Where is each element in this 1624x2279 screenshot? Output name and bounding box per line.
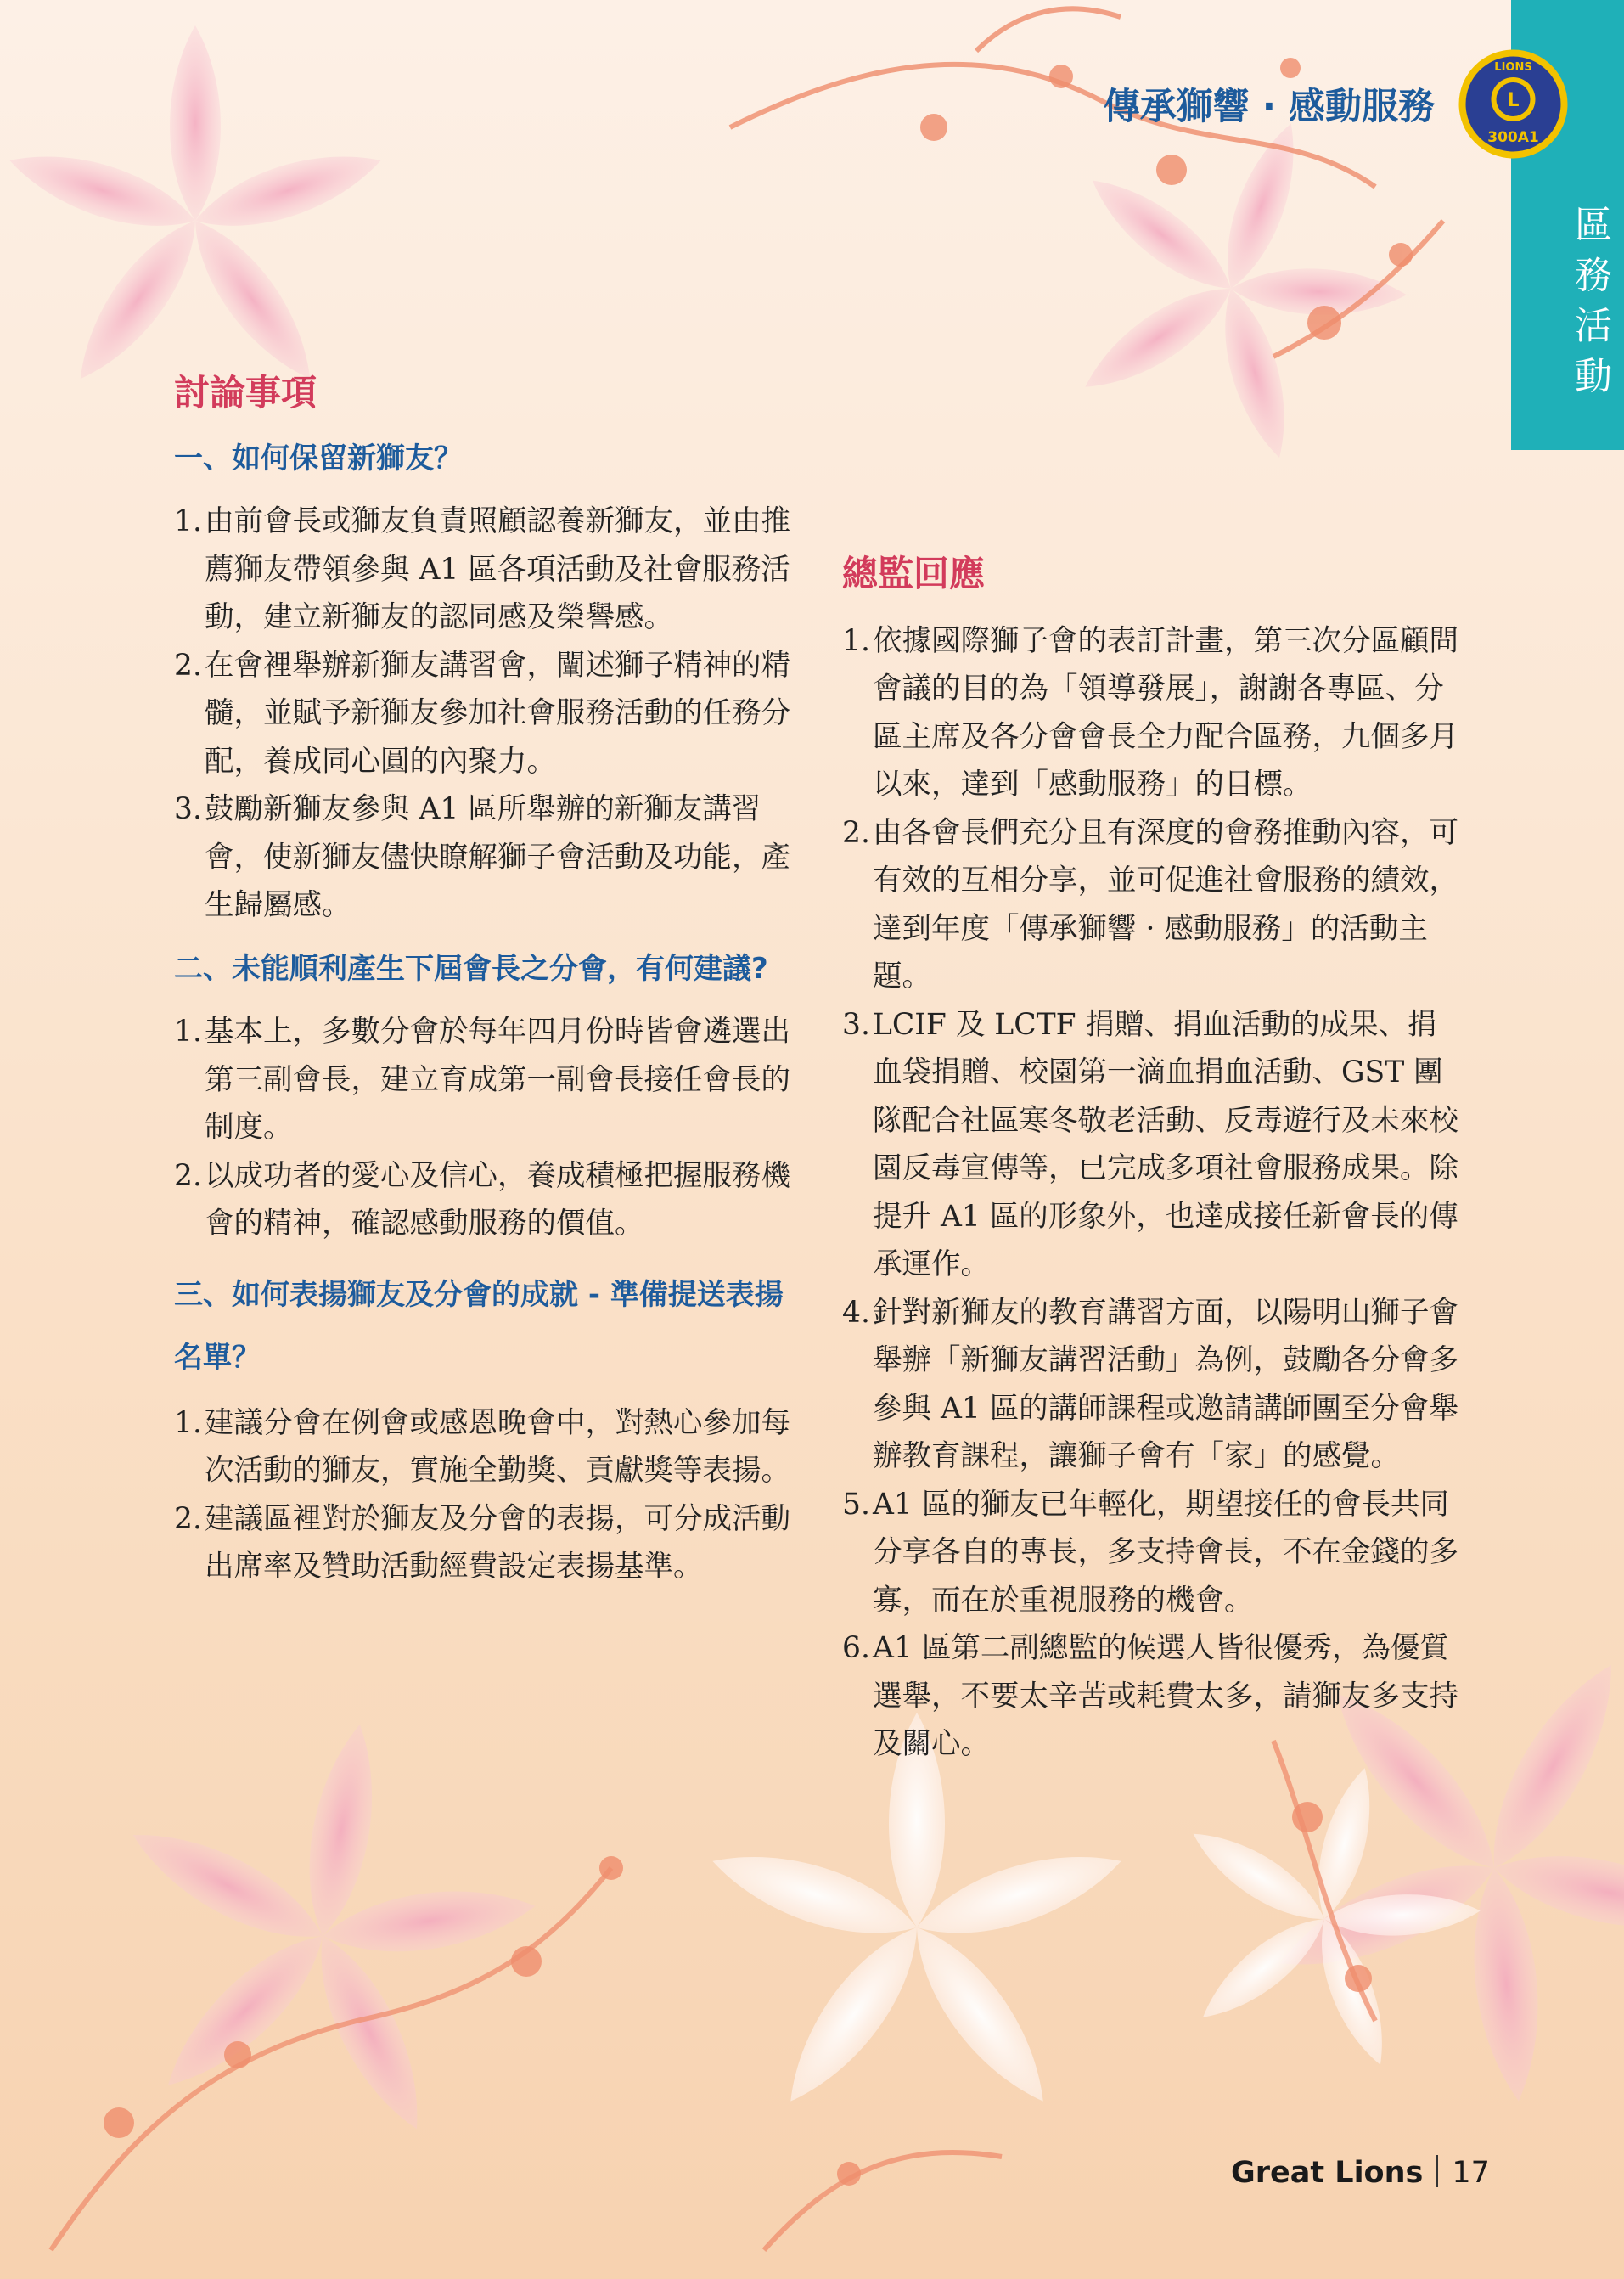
logo-letter: L xyxy=(1507,90,1520,111)
item-number: 2. xyxy=(174,1158,202,1193)
item-text: 建議區裡對於獅友及分會的表揚，可分成活動出席率及贊助活動經費設定表揚基準。 xyxy=(205,1501,790,1584)
item-number: 2. xyxy=(174,1501,202,1536)
item-text: A1 區第二副總監的候選人皆很優秀，為優質選舉，不要太辛苦或耗費太多，請獅友多支持及關心。 xyxy=(873,1631,1458,1761)
discussion-column xyxy=(174,369,794,1591)
item-text: 在會裡舉辦新獅友講習會，闡述獅子精神的精髓，並賦予新獅友參加社會服務活動的任務分配，養成同心圓的內聚力。 xyxy=(205,648,790,779)
item-text: 由各會長們充分且有深度的會務推動內容，可有效的互相分享，並可促進社會服務的績效，達到年度「傳承獅響 · 感動服務」的活動主題。 xyxy=(873,815,1458,993)
list-item xyxy=(174,642,794,786)
item-number: 2. xyxy=(174,648,202,683)
discussion-title: 討論事項 xyxy=(174,372,317,414)
item-number: 3. xyxy=(842,1007,870,1042)
page-footer xyxy=(1231,2155,1528,2190)
list-item xyxy=(842,809,1460,1001)
item-text: 建議分會在例會或感恩晚會中，對熱心參加每次活動的獅友，實施全勤獎、貢獻獎等表揚。 xyxy=(205,1405,790,1488)
list-item xyxy=(174,785,794,930)
list-item xyxy=(842,1481,1460,1625)
list-item xyxy=(174,1399,794,1495)
item-number: 1. xyxy=(174,504,202,538)
item-number: 1. xyxy=(842,623,870,658)
topic-list xyxy=(174,1008,794,1248)
item-text: 針對新獅友的教育講習方面，以陽明山獅子會舉辦「新獅友講習活動」為例，鼓勵各分會多參與 A1 區的講師課程或邀請講師團至分會舉辦教育課程，讓獅子會有「家」的感覺。 xyxy=(873,1295,1458,1473)
topic-heading: 一、如何保留新獅友？ xyxy=(174,441,463,475)
item-number: 1. xyxy=(174,1405,202,1440)
footer-divider xyxy=(1436,2155,1438,2187)
list-item xyxy=(174,1008,794,1152)
response-column xyxy=(842,550,1460,1769)
list-item xyxy=(842,1289,1460,1481)
item-text: LCIF 及 LCTF 捐贈、捐血活動的成果、捐血袋捐贈、校園第一滴血捐血活動、GST 團隊配合社區寒冬敬老活動、反毒遊行及未來校園反毒宣傳等，已完成多項社會服務成果。除提升 A1 區的形象外，也達成接任新會長的傳承運作。 xyxy=(873,1007,1458,1281)
magazine-brand: Great Lions xyxy=(1231,2156,1424,2190)
list-item xyxy=(174,1152,794,1248)
page-slogan: 傳承獅響 · 感動服務 xyxy=(1103,86,1435,128)
list-item xyxy=(174,498,794,642)
list-item xyxy=(174,1495,794,1591)
item-text: A1 區的獅友已年輕化，期望接任的會長共同分享各自的專長，多支持會長，不在金錢的多寡，而在於重視服務的機會。 xyxy=(873,1487,1458,1618)
section-tab-label: 區務活動 xyxy=(1568,205,1611,407)
response-title: 總監回應 xyxy=(842,553,986,594)
item-text: 以成功者的愛心及信心，養成積極把握服務機會的精神，確認感動服務的價值。 xyxy=(205,1158,790,1241)
item-number: 1. xyxy=(174,1015,202,1049)
item-number: 2. xyxy=(842,815,870,850)
logo-text-top: LIONS xyxy=(1494,61,1532,74)
topic-heading: 三、如何表揚獅友及分會的成就 - 準備提送表揚名單？ xyxy=(174,1277,784,1375)
list-item xyxy=(842,1624,1460,1769)
item-number: 4. xyxy=(842,1295,870,1330)
topic-list xyxy=(174,498,794,930)
item-text: 由前會長或獅友負責照顧認養新獅友，並由推薦獅友帶領參與 A1 區各項活動及社會服務活動，建立新獅友的認同感及榮譽感。 xyxy=(205,504,790,634)
item-text: 基本上，多數分會於每年四月份時皆會遴選出第三副會長，建立育成第一副會長接任會長的制度。 xyxy=(205,1015,790,1145)
item-text: 依據國際獅子會的表訂計畫，第三次分區顧問會議的目的為「領導發展」，謝謝各專區、分區主席及各分會會長全力配合區務，九個多月以來，達到「感動服務」的目標。 xyxy=(873,623,1458,802)
item-number: 3. xyxy=(174,792,202,826)
response-list xyxy=(842,617,1460,1769)
item-text: 鼓勵新獅友參與 A1 區所舉辦的新獅友講習會，使新獅友儘快瞭解獅子會活動及功能，產生歸屬感。 xyxy=(205,792,790,922)
topic-heading: 二、未能順利產生下屆會長之分會，有何建議? xyxy=(174,951,768,986)
lions-club-emblem-icon xyxy=(1456,47,1571,161)
item-number: 5. xyxy=(842,1487,870,1522)
topic-list xyxy=(174,1399,794,1591)
logo-text-bottom: 300A1 xyxy=(1487,129,1539,146)
list-item xyxy=(842,617,1460,809)
list-item xyxy=(842,1001,1460,1289)
page-number: 17 xyxy=(1452,2156,1490,2190)
item-number: 6. xyxy=(842,1631,870,1665)
